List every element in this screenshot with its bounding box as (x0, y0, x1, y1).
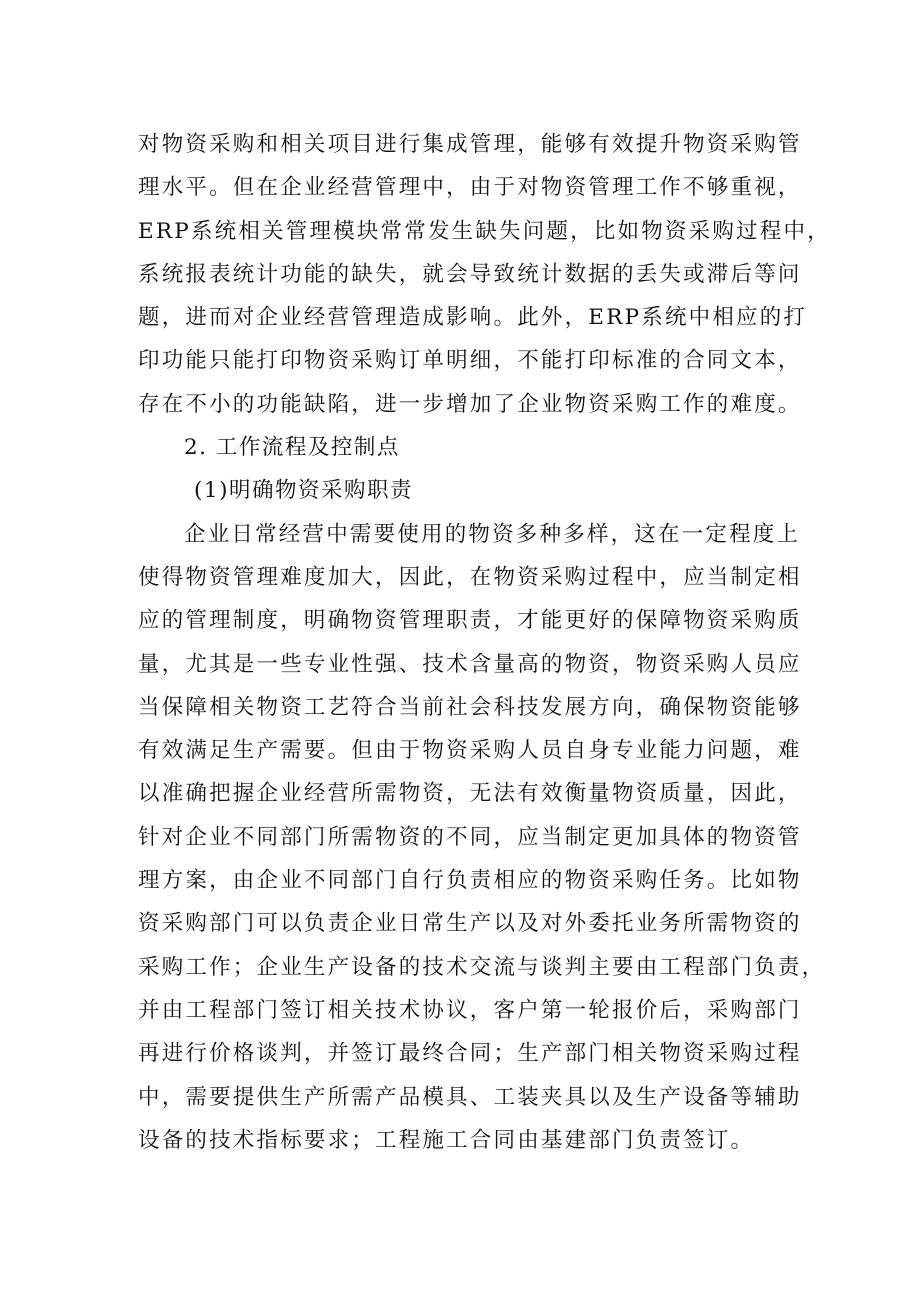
paragraph-line: 再进行价格谈判，并签订最终合同；生产部门相关物资采购过程 (138, 1041, 802, 1067)
paragraph-line: 理方案，由企业不同部门自行负责相应的物资采购任务。比如物 (138, 868, 802, 894)
paragraph-line: 当保障相关物资工艺符合当前社会科技发展方向，确保物资能够 (138, 694, 802, 720)
paragraph-line: 以准确把握企业经营所需物资，无法有效衡量物资质量，因此， (138, 781, 802, 807)
paragraph-line: 存在不小的功能缺陷，进一步增加了企业物资采购工作的难度。 (138, 391, 802, 417)
paragraph-line: 采购工作；企业生产设备的技术交流与谈判主要由工程部门负责， (138, 954, 826, 980)
subsection-heading: (1)明确物资采购职责 (194, 478, 413, 504)
paragraph-line: 印功能只能打印物资采购订单明细，不能打印标准的合同文本， (138, 348, 802, 374)
paragraph-line: 理水平。但在企业经营管理中，由于对物资管理工作不够重视， (138, 175, 802, 201)
paragraph-line: 设备的技术指标要求；工程施工合同由基建部门负责签订。 (138, 1127, 755, 1153)
paragraph-line: 应的管理制度，明确物资管理职责，才能更好的保障物资采购质 (138, 608, 802, 634)
paragraph-line: ERP系统相关管理模块常常发生缺失问题，比如物资采购过程中， (138, 218, 831, 244)
paragraph-line: 对物资采购和相关项目进行集成管理，能够有效提升物资采购管 (138, 132, 802, 157)
document-body (138, 123, 831, 1162)
paragraph-line: 量，尤其是一些专业性强、技术含量高的物资，物资采购人员应 (138, 651, 802, 677)
paragraph-line: 题，进而对企业经营管理造成影响。此外，ERP系统中相应的打 (138, 305, 808, 331)
paragraph-line: 系统报表统计功能的缺失，就会导致统计数据的丢失或滞后等问 (138, 261, 802, 287)
paragraph-erp-deficiencies (138, 123, 831, 426)
paragraph-line: 使得物资管理难度加大，因此，在物资采购过程中，应当制定相 (138, 564, 802, 590)
paragraph-line: 中，需要提供生产所需产品模具、工装夹具以及生产设备等辅助 (138, 1084, 802, 1110)
paragraph-line: 企业日常经营中需要使用的物资多种多样，这在一定程度上 (184, 521, 801, 547)
paragraph-line: 有效满足生产需要。但由于物资采购人员自身专业能力问题，难 (138, 738, 802, 764)
paragraph-procurement-duties (138, 513, 826, 1162)
paragraph-line: 并由工程部门签订相关技术协议，客户第一轮报价后，采购部门 (138, 997, 802, 1023)
section-heading: 2. 工作流程及控制点 (184, 435, 400, 461)
paragraph-line: 资采购部门可以负责企业日常生产以及对外委托业务所需物资的 (138, 911, 802, 937)
paragraph-line: 针对企业不同部门所需物资的不同，应当制定更加具体的物资管 (138, 824, 802, 850)
